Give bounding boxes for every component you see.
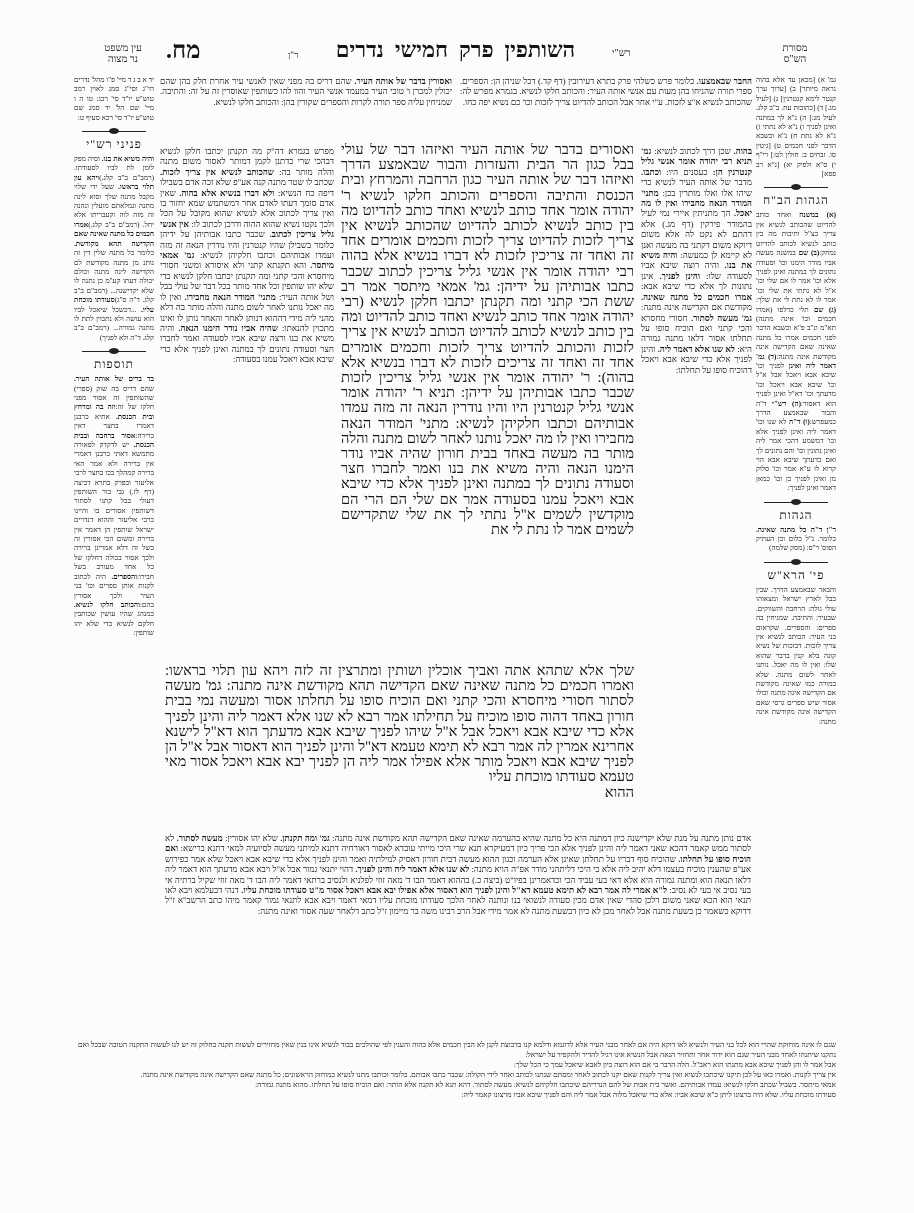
- dibbur-hamatchil: ואם הוכיח סופו על תחלתו.: [165, 843, 751, 864]
- rashi-top-band: [460, 76, 752, 142]
- dibbur-hamatchil: לא שנו אלא דאמר ליה והינן לפניך.: [355, 864, 470, 875]
- ein-mishpat-text: יד א ב ג ד מיי' פ"ו מהל' נדרים הי"ג וסי"ג סמג לאוין רמב טוש"ע יו"ד סי' רכג: טו ה ו מיי' שם הל' יד סמג שם טוש"ע יו"ד סי' רכא סעיף ט:: [74, 76, 154, 122]
- dibbur-hamatchil: (ג) שם: [813, 305, 836, 314]
- dibbur-hamatchil: (א) במשנה: [799, 211, 836, 220]
- right-margin: [756, 76, 836, 1034]
- commentary-text: ד"ה והבור שבאמצע הדרך כמעפרש:: [756, 399, 836, 427]
- dibbur-hamatchil: בהוה.: [733, 146, 752, 156]
- commentary-text: שכתב לו שטר מתנה קנה אע"פ שלא זכה אדם בשבילו דיפה כח הנשיא:: [160, 177, 334, 198]
- commentary-text: אינן נתונות לך אלא כדי שיבא אבא:: [641, 270, 752, 292]
- hagahot-habach-title: הגהות הב"ח: [763, 193, 829, 208]
- commentary-text: כלומר. נ"ל כלום וכן העתיק הפוס' ר"ס: (מסק שלמה): [756, 535, 836, 553]
- ran-top-band: [160, 76, 452, 142]
- gemara-text-wide-body: שלך אלא שתהא אתה ואביך אוכלין ושותין ומתרצין זה לזה ויהא עון תלוי בראשו: ואמרו חכמים כל מתנה שאינה שאם הקדישה תהא מקודשת אינה מתנה: גמ' מעשה לסתור חסורי מיחסרא והכי קתני ואם הוכיח סופו על תחלתו אסור ומעשה נמי בבית חורון באחד דהוה סופו מוכיח על תחילתו אמר רבא לא שנו אלא דאמר ליה והינן לפניך אלא כדי שיבא אבא ויאכל אבל א"ל שיהו לפניך שיבא אבא מדעתך הוא דא"ל לישנא אחרינא אמרין לה אמר רבא לא תימא טעמא דא"ל והינן לפניך הוא דאסור אבל א"ל הן לפניך שיבא אבא ויאכל מותר אלא אפילו אמר ליה הן לפניך יבא אבא ויאכל אסור מאי טעמא סעודתו מוכחת עליו: [165, 664, 634, 786]
- dibbur-hamatchil: אמרו חכמים כל מתנה שאינה.: [641, 291, 752, 302]
- dibbur-hamatchil: סעודתו מוכחת עליו.: [74, 296, 154, 314]
- hagahot-habach-entries: [756, 211, 836, 493]
- mesoret-label: מסורת: [782, 43, 808, 54]
- dibbur-hamatchil: החבר שבאמצעו.: [696, 76, 752, 86]
- commentary-text: שכן דרך לכתוב לנשיא:: [651, 146, 734, 156]
- dibbur-hamatchil: גמ' תניא רבי יהודה אומר אנשי גליל קנטרנין הן:: [641, 146, 752, 177]
- footnote: שגם לו אינה מוחזקת שהרי הוא לכל בני העיר ולנשיא לאו דוקא היה אם לאחר מבני העיר אלא לדוגמא ודלמא קנו בדבוצת לקנן לא הבין חכמים אלא בהוה והענין לפי שהולכים בבוד לנשיא אינו בנין שאין מחזירים לעשות תקנה בחלוק זה יש לנו לעשות התקנה הטובה שבכל ואם נתקנו שיתנהו לאחד מבני העיר שגם הוא ידור אחר ותחזיר הנאה אבל הנשיא אינו רגיל להדיר ולהקפיד על ישראל:: [78, 1040, 836, 1059]
- dibbur-hamatchil: וכתבו.: [641, 166, 662, 177]
- dibbur-hamatchil: ויהא עון תלוי בראשו.: [74, 173, 154, 192]
- dibbur-hamatchil: אסור ברחבה ובבית הכנסת.: [74, 431, 154, 449]
- pi-harosh-title: פי' הרא"ש: [767, 567, 825, 582]
- daf-number: מח.: [166, 38, 201, 64]
- commentary-text: ...דכשכל שיאכל לביו הוא עושה ולא נתכוין לתת לו מתנה גמורה... (רמב"ם ב"ב קלג. ד"ה ולא לפניך): [74, 305, 154, 342]
- footnotes-area: [78, 1040, 836, 1108]
- hagahot-entries: [756, 526, 836, 554]
- dibbur-hamatchil: ר"ן ד"ה כל מתנה שאינה.: [756, 525, 836, 534]
- divider-ornament: [756, 559, 836, 565]
- commentary-text: והיה משיא את בנו ורצה שיבא אביו לסעודה ואמר לחברו חצר וסעודה נתונים לך במתנה ואינן לפניך אלא כדי שיבא אבא ויאכל עמנו בסעודה:: [160, 322, 334, 365]
- commentary-text: אתיא כרבנן דאמרו בחצר דאין ברירה:: [74, 412, 154, 440]
- dibbur-hamatchil: ל"א אמרי לה אמר רבא לא תימא טעמא דא"ל והינן לפניך הוא דאסור אלא אפילו יבא אבא ויאכל אסור מ"ט סעודתו מוכחת עליו.: [241, 885, 668, 896]
- commentary-text: וסיה מפק לומן לת לביו לסעודתו. (רמב"ם ב"ב קלג.): [74, 155, 154, 182]
- commentary-text: שהוכיח סוף דבריו על תחלתן שאינן אלא הערמה וכגון ההוא מעשה דבית חורון דאסיק למילתיה ואמר והינן לפניך אלא כדי שיבא אבא ויאכל שלא אמר כפירוש אע"פ שהענין מוכיח בעצמו דלא יהיב ליה אלא כי היכי דליתהני מודר אפ"ה הויא מתנה:: [165, 853, 751, 875]
- commentary-text: ואין לו מה יאכל נותנו לאחר לשום מתנה והלה מותר בה דלא מהני ליה מידי דההוא דנותן לאחר והאחר נותן לו ואינו מתכוין להנאתו:: [160, 291, 334, 333]
- dibbur-hamatchil: ולא דברו בנשיא אלא בהוה.: [179, 187, 275, 198]
- left-margin: [74, 76, 154, 1034]
- gemara-text-narrow: ואסורים בדבר של אותה העיר ואיזהו דבר של עולי בבל כגון הר הבית והעזרות והבור שבאמצע הדרך ואיזהו דבר של אותה העיר כגון הרחבה והמרחץ ובית הכנסת והתיבה והספרים והכותב חלקו לנשיא ר' יהודה אומר אחד כותב לנשיא ואחד כותב להדיוט מה בין כותב לנשיא לכותב להדיוט שהכותב לנשיא אין צריך לזכות להדיוט צריך לזכות וחכמים אומרים אחד זה ואחד זה צריכין לזכות לא דברו בנשיא אלא בהוה רבי יהודה אומר אין אנשי גליל צריכין לכתוב שכבר כתבו אבותיהן על ידיהן: גמ' אמאי מיתסר אמר רב ששת הכי קתני ומה תקנתן יכתבו חלקן לנשיא (רבי יהודה אומר אחד כותב לנשיא ואחד כותב להדיוט ומה בין כותב לנשיא לכותב להדיוט הכותב לנשיא אין צריך לזכות והכותב להדיוט צריך לזכות וחכמים אומרים אחד זה ואחד זה צריכים לזכות לא דברו בנשיא אלא בהוה): ר' יהודה אומר אין אנשי גליל צריכין לזכות שכבר כתבו אבותיהן על ידיהן: תניא ר' יהודה אומר אנשי גליל קנטרנין היו והיו נודרין הנאה זה מזה עמדו אבותיהם וכתבו חלקיהן לנשיא: מתני' המודר הנאה מחבירו ואין לו מה יאכל נותנו לאחר לשום מתנה והלה מותר בה מעשה באחד בבית חורון שהיה אביו נודר הימנו הנאה והיה משיא את בנו ואמר לחברו חצר וסעודה נתונים לך במתנה ואינן לפניך אלא כדי שיבא אבא ויאכל עמנו בסעודה אמר אם שלי הם הרי הם מוקדשין לשמים א"ל נתתי לך את שלי שתקדישם לשמים אמר לו נתת לי את: [341, 143, 634, 539]
- dibbur-hamatchil: והכותב חלקו לנשיא.: [74, 600, 140, 609]
- tosafot-title: תוספות: [94, 357, 134, 372]
- commentary-text: שהם דריס בה שוק (ספרי) שהשותפין זה אסור מפני חלקו של זה:: [74, 384, 154, 412]
- commentary-text: דהוי יתנאי גמור אבל א"ל ויבא אבא מדעתך הוא דאמר ליה דלאו תנאה הוא ומתנה גמורה היא אלא דאי בעי עביד הכי וכדאמרינן בפיו"ט (ביצה כ.) בההוא דאמר הבו ד' מאה זוזי לפלניא ולנסיב ברתאי דאמר ליה הבו ד' מאה זוזי שקיל ברתיה אי בעי נסיב אי בעי לא נסיב:: [165, 864, 751, 896]
- dibbur-hamatchil: והיה משיא את בנו.: [101, 155, 154, 164]
- dibbur-hamatchil: וזה בה ומרחץ ובית הכנסת.: [74, 403, 154, 421]
- divider-ornament: [74, 348, 154, 354]
- dibbur-hamatchil: מתני' המודר הנאה מחבירו.: [184, 291, 276, 302]
- dibbur-hamatchil: ואסורין בדבר של אותה העיר.: [354, 76, 452, 86]
- dibbur-hamatchil: שהיה אביו נודר הימנו הנאה.: [178, 322, 278, 333]
- commentary-text: והיה רוצה שיבא אביו לסעודה שלו:: [641, 260, 752, 281]
- dibbur-hamatchil: מעשה לסתור.: [176, 833, 223, 843]
- hashas-label: הש"ס: [783, 54, 807, 65]
- commentary-text: לא שנו וכו' דאמר ליה ואינן לפניך אלא וכו' דמשמע דהכי אמר ליה ואינן נתונין וכו' והם נתונים לך ואם כדעתך שיבא אבא הוי קרוא לו ע"א אמר וכו' סלוק מן ואינן לפניך כן וכו' כמאן דאמר ואינן לפניך:: [756, 418, 836, 493]
- dibbur-hamatchil: גמ' מעשה לסתור.: [691, 312, 752, 323]
- dibbur-hamatchil: (ד) גמ' דאמר ליה ואינן: [756, 352, 836, 370]
- dibbur-hamatchil: גמ' ומה תקנתן.: [280, 833, 330, 843]
- dibbur-hamatchil: (ה) רש"י: [772, 399, 801, 408]
- mesoret-hashas-title: [765, 43, 825, 65]
- commentary-text: הך מתניתין איירי נמי לעיל בהמודר פירקין (דף מג.) אלא דהתם לא נקט לה אלא משום דיוקא משום דקתני בה מעשה ואנן לא קיימא לן כמעשה:: [641, 208, 752, 261]
- pi-harosh-entries: [756, 586, 836, 727]
- commentary-text: מקודשת אם הקדישה אינה מתנה:: [641, 302, 752, 313]
- ein-mishpat-title: [88, 43, 158, 65]
- pninei-rashi-title: פניני רש"י: [86, 137, 142, 152]
- commentary-text: יש לדקדק לפאורה מתמשא דאתי כרבנן דאמרי אין ברירה ולא אמר האי ברירה קמהלך בכו בחצר לרבי אליעזר ובפרק בתרא דביצה (דף לז.) גבי בור השותפין דעולי בבל קתני לסתור דשותפין אסורים בו והיינו כרבי אליעזר וההוא דנדרים ישראל שותפין הן דאמר אין ברירה ומשום הכי אסורין זה בשל זה דלא אמרינן ברירה ולכך אסור בכולה דחלקו של כל אחד מעורב בשל חבירו:: [74, 441, 154, 581]
- commentary-text: כעסנים היו:: [661, 166, 713, 177]
- dibbur-hamatchil: והינן לפניך.: [659, 270, 701, 281]
- dibbur-hamatchil: לא שנו אלא דאמר ליה.: [657, 343, 735, 354]
- dibbur-hamatchil: בד ברים של אותה העיר.: [74, 375, 154, 384]
- commentary-text: שהם דריס בה מפני שאין לאנשי עיר אחרת חלק בהן שהם יכולין למכרן ו' טובי העיר במעמד אנשי העיר והוו להו כשותפין שאוסרין זה על זה: והתיבה. שמניחין עליה ספר תורה לקרות והספרים שקורין בהן: והכותב חלקו לנשיא.: [160, 76, 452, 107]
- hagahot-title: הגהות: [779, 507, 813, 522]
- pninei-rashi-entries: [74, 155, 154, 343]
- dibbur-hamatchil: מתני' המודר הנאה מחבירו ואין לו מה יאכל.: [641, 187, 752, 219]
- commentary-text: והא תקנתא קתני ולא איסורא ומשני חסורי מיחסרא והכי קתני ומה תקנתן יכתבו חלקן לנשיא כדי שלא יהו שותפין וכל אחד מותר בכל דבר של עולי בבל ושל אותה העיר:: [160, 260, 334, 302]
- divider-ornament: [74, 128, 154, 134]
- rashi-header: רש"י: [612, 48, 631, 59]
- footnote: אבל אמר לו והן לפניך שיבא אבא מתנתו הוא ראב"ל. הלה הדבר בי אם הוא רוצה כיון לאבא שיאכל עמך כי הכל שלך:: [513, 1060, 836, 1069]
- dibbur-hamatchil: והיה משיא את בנו.: [641, 250, 752, 271]
- ner-mitzvah-label: נר מצוה: [107, 54, 139, 65]
- commentary-text: לא לסתור ממש קאמר דהכא שאני דאמר ליה והינן לפניך אלא הכי פריך כיון דמעיקרא תנא שרי היכי מייתי עובדא לאסור דאורחיה דתנא למיתני מעשה לסיועיה למאי דתנא ברישא:: [165, 833, 751, 854]
- commentary-text: היה לכתוב לקנות אותן ספרים וכו' בני העיר ולכך אסורין בהם:: [74, 572, 154, 609]
- gemara-catchword: ההוא: [604, 784, 634, 801]
- commentary-text: שלא יהו אסורין:: [222, 833, 281, 843]
- dibbur-hamatchil: והספרים.: [111, 572, 138, 581]
- commentary-text: דנהי דבעלמא ויבא לאו תנאי הוא הכא שאני משום דלכן סהדי שאין אדם מכין סעודה לנשואי בנו ונותנה לאחר הלכך סעודתו מוכחת עליו דמאי דאמר ויבא אבא לתנאי גמור קאמר מיהו כתב הרשב"א ז"ל דדוקא כשאמר כן בשעת מתנה אבל לאחר מכן לא כיון דבשעת מתנה לא אמר מידי אבל הרב רבינו משה בר מיימון ז"ל כתב דלאחר שעה אסור ואינה מתנה:: [165, 885, 751, 916]
- commentary-text: שעל ידי שלוי מקבל מתנה שלך וסוא לינה מתנה ונמלאתם מועלין ונהנה זה מזה לוה וקעבריתו אלא יחל. (רמב"ם ב"ב קלג.): [74, 183, 154, 229]
- dibbur-hamatchil: גמ' אמאי מיתסר.: [160, 250, 334, 271]
- divider-ornament: [756, 184, 836, 190]
- footnote: אין צריך לקנות. ואמרו כאו על לכן תיקנו שיכתבו לנשיא ואין צריך לקנות שאם יקנו לכתוב לאחר ומסתם שנתנו לכותב ואחר לידי הקולה: שכבר כתבו אבותם. כלומר וכותבו מתנו לנשיא כמוחזק הראשונים: כל מתנה שאם הקדישה אינה מקודשת אינה מתנה.: [140, 1070, 836, 1079]
- footnote: אמאי מיתסר. בשביל שכתב חלקו לנשיא: עמדו אבותיהם. ואשר בית אבות של להם הנדריהם שיכתבו חלקיהם לנשיא: מעשה לסתור. דהא תנא לא תקנה אלא הותר: ואם הוכיח סופו על תחלתו. מהוא מתנה גמורה:: [255, 1080, 836, 1089]
- commentary-text: ואחד כותב להדיוט שהכותב לנשיא אין צריך כצ"ל ותיבות מה בין כותב לנשיא לכותב להדיוט נמחק:: [756, 211, 836, 258]
- ran-header: ר"ן: [288, 50, 299, 60]
- divider-ornament: [756, 499, 836, 505]
- page-title: השותפין פרק חמישי נדרים: [335, 37, 576, 62]
- commentary-text: לפניך וכו' שיבא אבא ויאכל אבל א"ל וכו' שיבא אבא ויאכל וכו' מדעתך וכו' דא"ל ואינן לפניך הוא דאסור:: [756, 361, 836, 408]
- commentary-text: אדם נותן מתנה על מנת שלא יקדישנה כיון דמתנה היא כל מתנה שהיא בהערמה שאינה שאם הקדישה תהא מקודשת אינה מתנה:: [329, 833, 751, 843]
- commentary-text: כמנהג שהיו עושין שכותבין חלקם לנשיא כדי שלא יהו שותפין:: [74, 610, 154, 638]
- commentary-text: והינן לפניך אלא כדי שיבא אבא ויאכל דהוכיח סופו על תחלתו:: [641, 343, 752, 375]
- rashi-column: [641, 146, 752, 826]
- mesoret-hashas-text: גמ' א) [מכאן עד אלא בהוה נראה מיותר] ב) [ערוך ערך קנטר לימא קנטרנין] ג) [לעיל מג.] ד) [כתובות עח. ב"ב קלג. לעיל מג:] ה) נ"א לך במתנה ואינן לפניך ו) נ"א לא נתתי ז) נ"א לא נתת ח) נ"א וכשבא הדבר לפני חכמים ט) [גיטין סו. זבחים ב: חולין לט:] רי"ף י) ס"א ולפיק יא) [נ"א רב פפא]: [756, 76, 836, 179]
- dibbur-hamatchil: (ו) ד"ה: [789, 418, 810, 427]
- footnote: סעודתו מוכחת עליו. שלא היה ברצונו ליתן כ"א שיבא אביו: אלא כדי שיאכל מלוה אבל אמר ליה והם לפניך שיבא אביו מרצונו קאמר ליה:: [461, 1090, 836, 1099]
- commentary-text: מדבר של אותה העיר לנשיא כדי שיהו אלו ואלו מותרין בכן:: [641, 177, 752, 198]
- commentary-text: במשנה מעשה אביו מודר הימנו וכו' וסעודה נתונים לך במתנה ואינן לפניך אלא וכו' אמר לו אם שלי וכו' א"ל לא נתתי את שלי וכו' אמר לו לא נתת לי את שלך:: [756, 249, 836, 305]
- commentary-text: שכבר כתבו אבותיהן על ידיהן כלומר בשבילן שהיו קנטרנין והיו נודרין הנאה זה מזה ועמדו אבותיהם וכתבו חלקיהן לנשיא:: [160, 229, 334, 261]
- bottom-commentary: [165, 833, 751, 1035]
- commentary-text: שאין אדם סומך דעתו לאדם אחר דמשתמש שמא יחזור בו ואין צריך לכתוב אלא לנשיא שהוא מקובל על הכל ולכך נקטו נשיא שהוא ההוה ודרכן לכתוב לו:: [160, 187, 334, 229]
- dibbur-hamatchil: (ב) שם: [798, 249, 820, 258]
- ran-column: [160, 146, 334, 658]
- commentary-text: כלומר פרש כשלהי פרק בתרא דעירובין (דף קד.) דכל שניהן הן: הספרים. ספרי תורה שהניחו בהן מעות עם אנשי אותה העיר: והכותב חלקו לנשיא. בגמרא מפרש לה: שהכותב לנשיא א"צ לזכות. ע"י אחר אבל הכותב להדיוט צריך לזכות וכו' כם נשיא יפה כחו.: [460, 76, 752, 107]
- commentary-text: כלומר כל מתנה שלין דין זה נותנ מן מתנה מקודשת לם הקדישה לינה מתנה וכולם יכולה דעתו קע"מ כן נתנה לו שלא יקדישנה... (רמב"ם ב"ב קלג. ד"ה ס"ג): [74, 249, 154, 305]
- tosafot-entries: [74, 375, 154, 638]
- commentary-text: תלי כדלפו (אמרו חכמים וכו' אינה מתנה) תא"מ ונ"ב פ"א וכשבא הדבר לפני חכמים אמרו כל מתנה שאינה שאם הקדישה אינה מקודשת אינה מתנה:: [756, 305, 836, 361]
- commentary-text: והבאר שבאמצע הדרך. שבין בבל לארץ ישראל ומצאוהו עולי גולה: הרחבה והשווקים. שבעיר: והתיבה. שמניחין בה ספרים: והספרים. שקראום בני העיר: הכותב לנשיא אין צריך לזכות. דבזכות של נשיא קונה בלא קנין בדבר שהוא שלו: ואין לו מה יאכל. נותנו לאחר לשום מתנה. שלא במורה כמו שאינה מקודשת אם הקדישה אינה מתנה וכולו אסור שיש ספרים גרסי שאם הקדישה אינה מקודשת אינה מתנה:: [756, 585, 836, 726]
- ein-mishpat-label: עין משפט: [104, 43, 142, 54]
- dibbur-hamatchil: אין אנשי גליל צריכין לכתוב.: [160, 218, 334, 240]
- gemara-text-wide: [165, 664, 634, 829]
- commentary-text: חסורי מחסרא והכי קתני ואם הוכיח סופו על תחלתו אסור דלאו מתנה גמורה היא:: [641, 312, 752, 354]
- dibbur-hamatchil: אמרו חכמים כל מתנה שאינה שאם הקדישה תהא מקודשת.: [74, 220, 154, 248]
- dibbur-hamatchil: שהכותב לנשיא אין צריך לזכות.: [160, 166, 274, 177]
- commentary-text: מפרש בגמרא דה"ק מה תקנתן יכתבו חלקן לנשיא דבהכי שרי כדתנן לקמן דמותר לאסור משום מתנה והלה מותר בה:: [160, 146, 334, 177]
